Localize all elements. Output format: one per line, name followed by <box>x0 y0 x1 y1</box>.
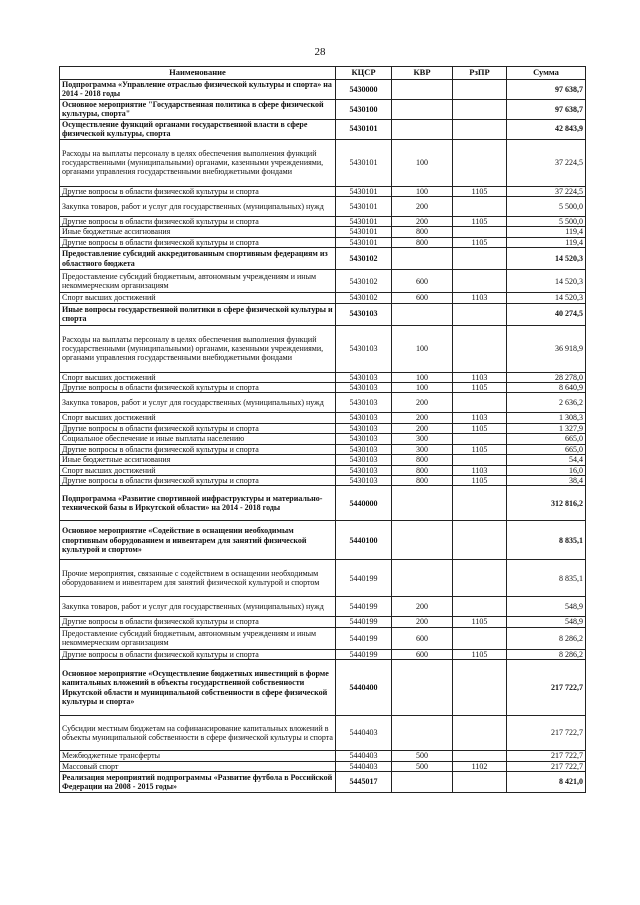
cell-code: 5440403 <box>336 751 392 761</box>
cell-code: 5430103 <box>336 393 392 413</box>
cell-rzpr: 1103 <box>453 413 507 423</box>
cell-code: 5430101 <box>336 237 392 247</box>
cell-sum: 665,0 <box>507 444 586 454</box>
cell-name: Спорт высших достижений <box>60 413 336 423</box>
cell-name: Подпрограмма «Развитие спортивной инфраструктуры и материально- технической базы в Иркутской области» на 2014 - 2018 годы <box>60 486 336 521</box>
cell-name: Другие вопросы в области физической культуры и спорта <box>60 423 336 433</box>
header-kvr: КВР <box>392 67 453 80</box>
table-row <box>60 119 586 139</box>
cell-rzpr <box>453 248 507 270</box>
cell-kvr: 200 <box>392 597 453 617</box>
header-code: КЦСР <box>336 67 392 80</box>
cell-sum: 8 286,2 <box>507 627 586 649</box>
cell-name: Осуществление функций органами государственной власти в сфере физической культуры, спорта <box>60 119 336 139</box>
table-row <box>60 413 586 423</box>
cell-sum: 97 638,7 <box>507 99 586 119</box>
cell-name: Другие вопросы в области физической культуры и спорта <box>60 217 336 227</box>
cell-sum: 217 722,7 <box>507 761 586 771</box>
cell-sum: 665,0 <box>507 434 586 444</box>
cell-sum: 8 835,1 <box>507 560 586 597</box>
table-row <box>60 227 586 237</box>
table-row <box>60 139 586 186</box>
table-row <box>60 560 586 597</box>
cell-code: 5430101 <box>336 186 392 196</box>
table-row <box>60 383 586 393</box>
cell-kvr <box>392 521 453 560</box>
cell-name: Предоставление субсидий бюджетным, автономным учреждениям и иным некоммерческим организациям <box>60 627 336 649</box>
cell-sum: 1 308,3 <box>507 413 586 423</box>
cell-kvr <box>392 771 453 792</box>
cell-name: Основное мероприятие "Государственная политика в сфере физической культуры, спорта" <box>60 99 336 119</box>
table-row <box>60 761 586 771</box>
cell-kvr: 600 <box>392 649 453 659</box>
cell-rzpr: 1105 <box>453 617 507 627</box>
table-row <box>60 237 586 247</box>
cell-name: Основное мероприятие «Содействие в оснащении необходимым спортивным оборудованием и инвентарем для занятий физической культурой и спортом» <box>60 521 336 560</box>
cell-rzpr <box>453 197 507 217</box>
table-row <box>60 270 586 293</box>
table-row <box>60 660 586 716</box>
header-name: Наименование <box>60 67 336 80</box>
cell-code: 5440000 <box>336 486 392 521</box>
cell-rzpr <box>453 80 507 100</box>
table-row <box>60 486 586 521</box>
cell-rzpr: 1105 <box>453 423 507 433</box>
cell-rzpr <box>453 597 507 617</box>
cell-sum: 38,4 <box>507 475 586 485</box>
cell-sum: 16,0 <box>507 465 586 475</box>
cell-rzpr <box>453 325 507 372</box>
table-row <box>60 475 586 485</box>
cell-code: 5430103 <box>336 434 392 444</box>
cell-kvr <box>392 248 453 270</box>
table-row <box>60 465 586 475</box>
cell-code: 5430101 <box>336 227 392 237</box>
cell-code: 5430103 <box>336 423 392 433</box>
table-row <box>60 80 586 100</box>
cell-rzpr <box>453 771 507 792</box>
cell-sum: 312 816,2 <box>507 486 586 521</box>
cell-code: 5440400 <box>336 660 392 716</box>
cell-code: 5440100 <box>336 521 392 560</box>
cell-name: Другие вопросы в области физической культуры и спорта <box>60 444 336 454</box>
cell-kvr: 200 <box>392 423 453 433</box>
cell-kvr: 600 <box>392 627 453 649</box>
cell-rzpr: 1103 <box>453 465 507 475</box>
cell-sum: 8 835,1 <box>507 521 586 560</box>
cell-name: Расходы на выплаты персоналу в целях обеспечения выполнения функций государственными (муниципальными) органами, казенными учреждениями, органами управления государственными внебюджетными фондами <box>60 139 336 186</box>
cell-sum: 8 421,0 <box>507 771 586 792</box>
cell-sum: 2 636,2 <box>507 393 586 413</box>
cell-sum: 36 918,9 <box>507 325 586 372</box>
cell-kvr: 100 <box>392 139 453 186</box>
cell-code: 5440199 <box>336 560 392 597</box>
cell-code: 5430101 <box>336 139 392 186</box>
page-number: 28 <box>314 46 326 58</box>
cell-rzpr: 1105 <box>453 475 507 485</box>
cell-rzpr <box>453 560 507 597</box>
table-row <box>60 521 586 560</box>
cell-code: 5430103 <box>336 465 392 475</box>
cell-sum: 217 722,7 <box>507 716 586 751</box>
table-row <box>60 197 586 217</box>
cell-rzpr <box>453 119 507 139</box>
table-row <box>60 627 586 649</box>
cell-name: Другие вопросы в области физической культуры и спорта <box>60 237 336 247</box>
cell-kvr: 200 <box>392 217 453 227</box>
cell-name: Закупка товаров, работ и услуг для государственных (муниципальных) нужд <box>60 197 336 217</box>
table-body <box>60 80 586 793</box>
cell-code: 5440199 <box>336 649 392 659</box>
cell-rzpr: 1105 <box>453 237 507 247</box>
cell-kvr: 100 <box>392 372 453 382</box>
cell-kvr: 300 <box>392 444 453 454</box>
cell-rzpr: 1103 <box>453 293 507 303</box>
cell-rzpr: 1102 <box>453 761 507 771</box>
cell-sum: 217 722,7 <box>507 660 586 716</box>
cell-name: Иные бюджетные ассигнования <box>60 227 336 237</box>
cell-code: 5440403 <box>336 761 392 771</box>
cell-sum: 548,9 <box>507 617 586 627</box>
cell-rzpr <box>453 434 507 444</box>
header-rzpr: РзПР <box>453 67 507 80</box>
cell-code: 5440403 <box>336 716 392 751</box>
cell-sum: 217 722,7 <box>507 751 586 761</box>
cell-kvr <box>392 486 453 521</box>
cell-sum: 119,4 <box>507 227 586 237</box>
cell-sum: 37 224,5 <box>507 139 586 186</box>
cell-name: Спорт высших достижений <box>60 372 336 382</box>
cell-rzpr <box>453 270 507 293</box>
cell-kvr <box>392 716 453 751</box>
cell-kvr: 200 <box>392 197 453 217</box>
cell-kvr: 100 <box>392 186 453 196</box>
cell-rzpr <box>453 486 507 521</box>
cell-kvr <box>392 99 453 119</box>
cell-kvr <box>392 660 453 716</box>
cell-code: 5430103 <box>336 455 392 465</box>
cell-name: Закупка товаров, работ и услуг для государственных (муниципальных) нужд <box>60 597 336 617</box>
cell-rzpr: 1103 <box>453 372 507 382</box>
cell-kvr: 800 <box>392 237 453 247</box>
cell-kvr: 800 <box>392 465 453 475</box>
cell-name: Основное мероприятие «Осуществление бюджетных инвестиций в форме капитальных вложений в объекты государственной собственности Иркутской области и муниципальной собственности в сфере физической культуры и спорта» <box>60 660 336 716</box>
cell-name: Другие вопросы в области физической культуры и спорта <box>60 617 336 627</box>
cell-sum: 5 500,0 <box>507 197 586 217</box>
cell-kvr: 800 <box>392 475 453 485</box>
table-row <box>60 423 586 433</box>
cell-kvr: 200 <box>392 393 453 413</box>
cell-code: 5445017 <box>336 771 392 792</box>
table-row <box>60 751 586 761</box>
table-row <box>60 771 586 792</box>
cell-code: 5430102 <box>336 270 392 293</box>
cell-code: 5430100 <box>336 99 392 119</box>
cell-kvr: 800 <box>392 455 453 465</box>
cell-name: Спорт высших достижений <box>60 293 336 303</box>
cell-code: 5430000 <box>336 80 392 100</box>
cell-sum: 37 224,5 <box>507 186 586 196</box>
cell-name: Предоставление субсидий бюджетным, автономным учреждениям и иным некоммерческим организациям <box>60 270 336 293</box>
cell-kvr: 600 <box>392 270 453 293</box>
cell-code: 5430103 <box>336 444 392 454</box>
table-row <box>60 444 586 454</box>
cell-code: 5430101 <box>336 217 392 227</box>
cell-sum: 548,9 <box>507 597 586 617</box>
cell-sum: 14 520,3 <box>507 248 586 270</box>
cell-kvr: 200 <box>392 413 453 423</box>
cell-name: Предоставление субсидий аккредитованным спортивным федерациям из областного бюджета <box>60 248 336 270</box>
cell-name: Расходы на выплаты персоналу в целях обеспечения выполнения функций государственными (муниципальными) органами, казенными учреждениями, органами управления государственными внебюджетными фондами <box>60 325 336 372</box>
table-row <box>60 649 586 659</box>
cell-kvr <box>392 303 453 325</box>
cell-rzpr: 1105 <box>453 186 507 196</box>
cell-name: Массовый спорт <box>60 761 336 771</box>
cell-name: Реализация мероприятий подпрограммы «Развитие футбола в Российской Федерации на 2008 - 2015 годы» <box>60 771 336 792</box>
cell-rzpr: 1105 <box>453 444 507 454</box>
table-row <box>60 303 586 325</box>
cell-kvr: 100 <box>392 325 453 372</box>
cell-rzpr <box>453 716 507 751</box>
cell-kvr <box>392 560 453 597</box>
table-row <box>60 248 586 270</box>
cell-rzpr <box>453 227 507 237</box>
cell-kvr: 200 <box>392 617 453 627</box>
table-row <box>60 217 586 227</box>
cell-kvr <box>392 80 453 100</box>
table-row <box>60 372 586 382</box>
header-sum: Сумма <box>507 67 586 80</box>
cell-kvr <box>392 119 453 139</box>
cell-name: Другие вопросы в области физической культуры и спорта <box>60 186 336 196</box>
cell-sum: 14 520,3 <box>507 293 586 303</box>
cell-kvr: 500 <box>392 761 453 771</box>
cell-sum: 8 286,2 <box>507 649 586 659</box>
cell-code: 5430103 <box>336 383 392 393</box>
cell-sum: 97 638,7 <box>507 80 586 100</box>
cell-code: 5430102 <box>336 248 392 270</box>
cell-name: Иные бюджетные ассигнования <box>60 455 336 465</box>
cell-code: 5430103 <box>336 325 392 372</box>
cell-code: 5430103 <box>336 475 392 485</box>
cell-name: Закупка товаров, работ и услуг для государственных (муниципальных) нужд <box>60 393 336 413</box>
cell-kvr: 300 <box>392 434 453 444</box>
cell-sum: 119,4 <box>507 237 586 247</box>
cell-rzpr: 1105 <box>453 217 507 227</box>
cell-sum: 8 640,9 <box>507 383 586 393</box>
cell-rzpr <box>453 751 507 761</box>
cell-name: Межбюджетные трансферты <box>60 751 336 761</box>
cell-name: Другие вопросы в области физической культуры и спорта <box>60 383 336 393</box>
table-row <box>60 597 586 617</box>
table-row <box>60 99 586 119</box>
cell-sum: 40 274,5 <box>507 303 586 325</box>
table-header-row <box>60 67 586 80</box>
table-row <box>60 716 586 751</box>
cell-name: Другие вопросы в области физической культуры и спорта <box>60 475 336 485</box>
cell-rzpr <box>453 99 507 119</box>
table-row <box>60 434 586 444</box>
cell-rzpr <box>453 139 507 186</box>
cell-sum: 14 520,3 <box>507 270 586 293</box>
table-row <box>60 186 586 196</box>
cell-code: 5430101 <box>336 197 392 217</box>
cell-code: 5430103 <box>336 413 392 423</box>
cell-rzpr <box>453 393 507 413</box>
table-row <box>60 325 586 372</box>
cell-name: Иные вопросы государственной политики в сфере физической культуры и спорта <box>60 303 336 325</box>
cell-sum: 28 278,0 <box>507 372 586 382</box>
cell-rzpr <box>453 521 507 560</box>
cell-rzpr <box>453 303 507 325</box>
cell-kvr: 600 <box>392 293 453 303</box>
cell-code: 5440199 <box>336 617 392 627</box>
cell-rzpr <box>453 455 507 465</box>
cell-code: 5430103 <box>336 303 392 325</box>
cell-sum: 5 500,0 <box>507 217 586 227</box>
cell-sum: 42 843,9 <box>507 119 586 139</box>
budget-table <box>59 66 586 793</box>
cell-rzpr <box>453 660 507 716</box>
cell-kvr: 500 <box>392 751 453 761</box>
cell-name: Спорт высших достижений <box>60 465 336 475</box>
cell-name: Социальное обеспечение и иные выплаты населению <box>60 434 336 444</box>
cell-rzpr: 1105 <box>453 383 507 393</box>
cell-name: Подпрограмма «Управление отраслью физической культуры и спорта» на 2014 - 2018 годы <box>60 80 336 100</box>
cell-code: 5430101 <box>336 119 392 139</box>
cell-rzpr: 1105 <box>453 649 507 659</box>
cell-kvr: 800 <box>392 227 453 237</box>
table-row <box>60 455 586 465</box>
table-row <box>60 617 586 627</box>
cell-sum: 54,4 <box>507 455 586 465</box>
cell-code: 5430103 <box>336 372 392 382</box>
cell-kvr: 100 <box>392 383 453 393</box>
table-row <box>60 393 586 413</box>
table-row <box>60 293 586 303</box>
cell-code: 5430102 <box>336 293 392 303</box>
cell-name: Другие вопросы в области физической культуры и спорта <box>60 649 336 659</box>
cell-code: 5440199 <box>336 627 392 649</box>
cell-sum: 1 327,9 <box>507 423 586 433</box>
cell-code: 5440199 <box>336 597 392 617</box>
cell-name: Прочие мероприятия, связанные с содействием в оснащении необходимым оборудованием и инвентарем для занятий физической культурой и спортом <box>60 560 336 597</box>
cell-rzpr <box>453 627 507 649</box>
cell-name: Субсидии местным бюджетам на софинансирование капитальных вложений в объекты муниципальной собственности в сфере физической культуры и спорта <box>60 716 336 751</box>
